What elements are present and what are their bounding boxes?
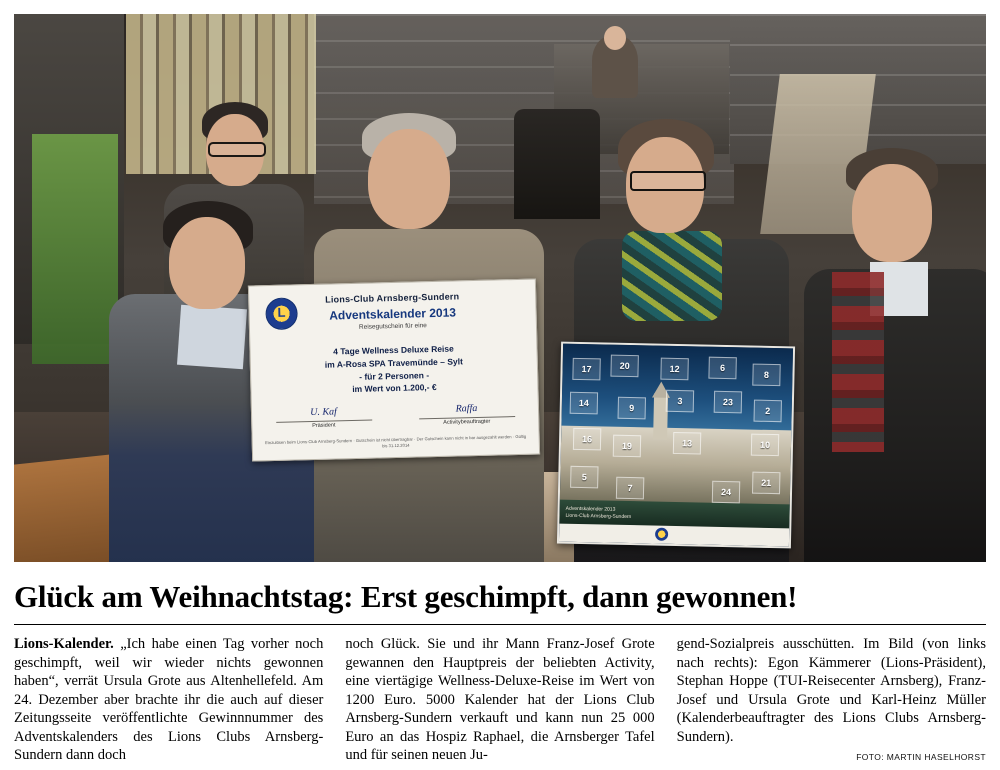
calendar-door[interactable]: 9 [618,397,646,420]
certificate-signatures [252,401,538,430]
photo-background-person [592,36,638,98]
glasses-icon [630,171,706,191]
calendar-caption-line-1: Adventskalender 2013 [565,505,616,513]
calendar-door[interactable]: 7 [616,477,644,500]
calendar-door[interactable]: 24 [712,481,740,504]
certificate-prize-line-2: im A-Rosa SPA Travemünde – Sylt [324,356,463,370]
certificate-footnote: Einzulösen beim Lions-Club Arnsberg-Sundern · Gutschein ist nicht übertragbar · Der Gutschein kann nicht in bar ausgezahlt werden · Gültig bis 31.12.2014 [265,434,527,449]
glasses-icon [208,142,266,157]
photo-person-right [804,144,986,562]
advent-calendar [557,342,795,549]
calendar-door[interactable]: 12 [660,358,688,381]
calendar-door[interactable]: 8 [752,364,780,387]
travel-voucher-certificate [248,279,540,462]
article-body [14,635,986,765]
article-photo [14,14,986,562]
photo-green-panel [32,134,118,364]
article-column-3 [677,635,986,765]
calendar-door[interactable]: 5 [570,466,598,489]
calendar-door[interactable]: 20 [610,355,638,378]
certificate-prize-line-3: - für 2 Personen - [359,369,430,382]
certificate-signature-left-ink: U. Kaf [310,406,337,419]
certificate-prize-line-1: 4 Tage Wellness Deluxe Reise [333,343,454,357]
article-headline: Glück am Weihnachtstag: Erst geschimpft, dann gewonnen! [14,579,798,614]
certificate-signature-left [275,406,372,430]
certificate-signature-left-label: Präsident [312,422,336,430]
photo-credit: FOTO: MARTIN HASELHORST [856,752,986,763]
headline-divider [14,624,986,625]
certificate-prize-line-4: im Wert von 1.200,- € [352,382,437,395]
calendar-door[interactable]: 10 [751,434,779,457]
calendar-door[interactable]: 16 [573,428,601,451]
calendar-door[interactable]: 6 [708,357,736,380]
article-column-1-text: „Ich habe einen Tag vorher noch geschimpft, weil wir wieder nichts gewonnen haben“, verrät Ursula Grote aus Altenhellefeld. Am 24. Dezember aber brachte ihr die auch auf dieser Zeitungsseite veröffentlichte Gewinnnummer des Adventskalenders des Lions Clubs Arnsberg-Sundern dann doch [14,636,324,764]
certificate-signature-right [418,402,515,426]
calendar-door[interactable]: 14 [570,392,598,415]
calendar-door[interactable]: 21 [752,472,780,495]
article-lead-in: Lions-Kalender. [14,636,114,653]
calendar-door[interactable]: 2 [754,400,782,423]
calendar-door[interactable]: 23 [714,391,742,414]
certificate-title: Adventskalender 2013 [329,305,457,323]
calendar-door[interactable]: 19 [613,435,641,458]
certificate-signature-right-ink: Raffa [455,402,478,415]
article-column-3-text: gend-Sozialpreis ausschütten. Im Bild (von links nach rechts): Egon Kämmerer (Lions-Präsident), Stephan Hoppe (TUI-Reisecenter Arnsberg), Franz-Josef und Ursula Grote und Karl-Heinz Müller (Kalenderbeauftragter des Lions Clubs Arnsberg-Sundern). [676,636,986,745]
calendar-door[interactable]: 13 [673,432,701,455]
certificate-subtitle: Reisegutschein für eine [358,322,427,331]
article-column-2: noch Glück. Sie und ihr Mann Franz-Josef Grote gewannen den Hauptpreis der beliebten Activity, eine viertägige Wellness-Deluxe-Reise im Wert von 1200 Euro. 5000 Kalender hat der Lions Club Arnsberg-Sundern verkauft und kann nun 25 000 Euro an das Hospiz Raphael, die Arnsberger Tafel und für seinen neuen Ju- [345,636,655,764]
article-column-1 [14,635,323,765]
calendar-doors [559,344,793,547]
certificate-signature-right-label: Activitybeauftragter [443,418,491,426]
calendar-caption-line-2: Lions-Club Arnsberg-Sundern [565,512,632,521]
certificate-club-name: Lions-Club Arnsberg-Sundern [325,291,460,305]
calendar-door[interactable]: 17 [572,358,600,381]
calendar-door[interactable]: 3 [666,390,694,413]
